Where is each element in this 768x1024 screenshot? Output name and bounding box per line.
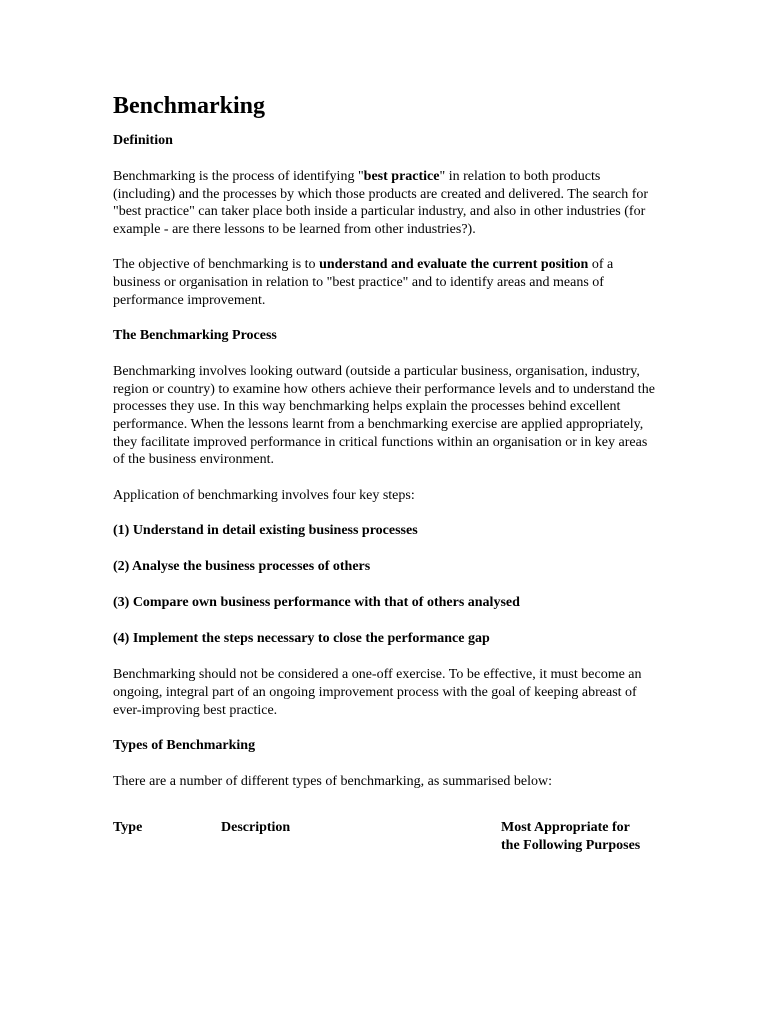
process-step-4: (4) Implement the steps necessary to close the performance gap xyxy=(113,631,490,647)
column-header-purpose xyxy=(501,819,661,855)
column-header-description: Description xyxy=(221,819,291,835)
definition-p1-text-b: " in relation to both products (including) and the processes by which those products are created and delivered. The search for "best practice" can taker place both inside a particular industry, and also in other industries (for example - are there lessons to be learned from other industries?). xyxy=(113,169,649,237)
definition-p1-bold: best practice xyxy=(363,169,440,184)
process-steps-intro: Application of benchmarking involves four key steps: xyxy=(113,487,415,503)
types-heading: Types of Benchmarking xyxy=(113,738,256,754)
document-title: Benchmarking xyxy=(113,93,266,119)
process-step-1: (1) Understand in detail existing business processes xyxy=(113,523,418,539)
definition-p1-text-a: Benchmarking is the process of identifying " xyxy=(113,169,364,184)
definition-heading: Definition xyxy=(113,133,173,148)
definition-paragraph-2 xyxy=(113,256,658,309)
definition-p2-bold: understand and evaluate the current position xyxy=(319,257,589,273)
column-header-purpose-line-2: the Following Purposes xyxy=(501,837,641,853)
process-paragraph-2: Benchmarking should not be considered a one-off exercise. To be effective, it must become an ongoing, integral part of an ongoing improvement process with the goal of keeping abreast of ever-improving best practice. xyxy=(113,667,642,718)
definition-p2-text-b: of a business or organisation in relation to "best practice" and to identify areas and means of performance improvement. xyxy=(113,257,614,308)
document-page xyxy=(113,90,658,859)
process-step-2: (2) Analyse the business processes of others xyxy=(113,559,371,575)
process-paragraph-1: Benchmarking involves looking outward (outside a particular business, organisation, industry, region or country) to examine how others achieve their performance levels and to understand the processes they use. In this way benchmarking helps explain the processes behind excellent performance. When the lessons learnt from a benchmarking exercise are applied appropriately, they facilitate improved performance in critical functions within an organisation or in key areas of the business environment. xyxy=(113,364,655,468)
definition-p2-text-a: The objective of benchmarking is to xyxy=(113,257,320,273)
types-intro: There are a number of different types of benchmarking, as summarised below: xyxy=(113,774,553,790)
column-header-type: Type xyxy=(113,819,143,835)
definition-paragraph-1 xyxy=(113,168,658,238)
column-header-purpose-line-1: Most Appropriate for xyxy=(501,819,630,835)
process-heading: The Benchmarking Process xyxy=(113,328,277,344)
process-step-3: (3) Compare own business performance with that of others analysed xyxy=(113,595,520,611)
types-table-header xyxy=(113,819,658,859)
